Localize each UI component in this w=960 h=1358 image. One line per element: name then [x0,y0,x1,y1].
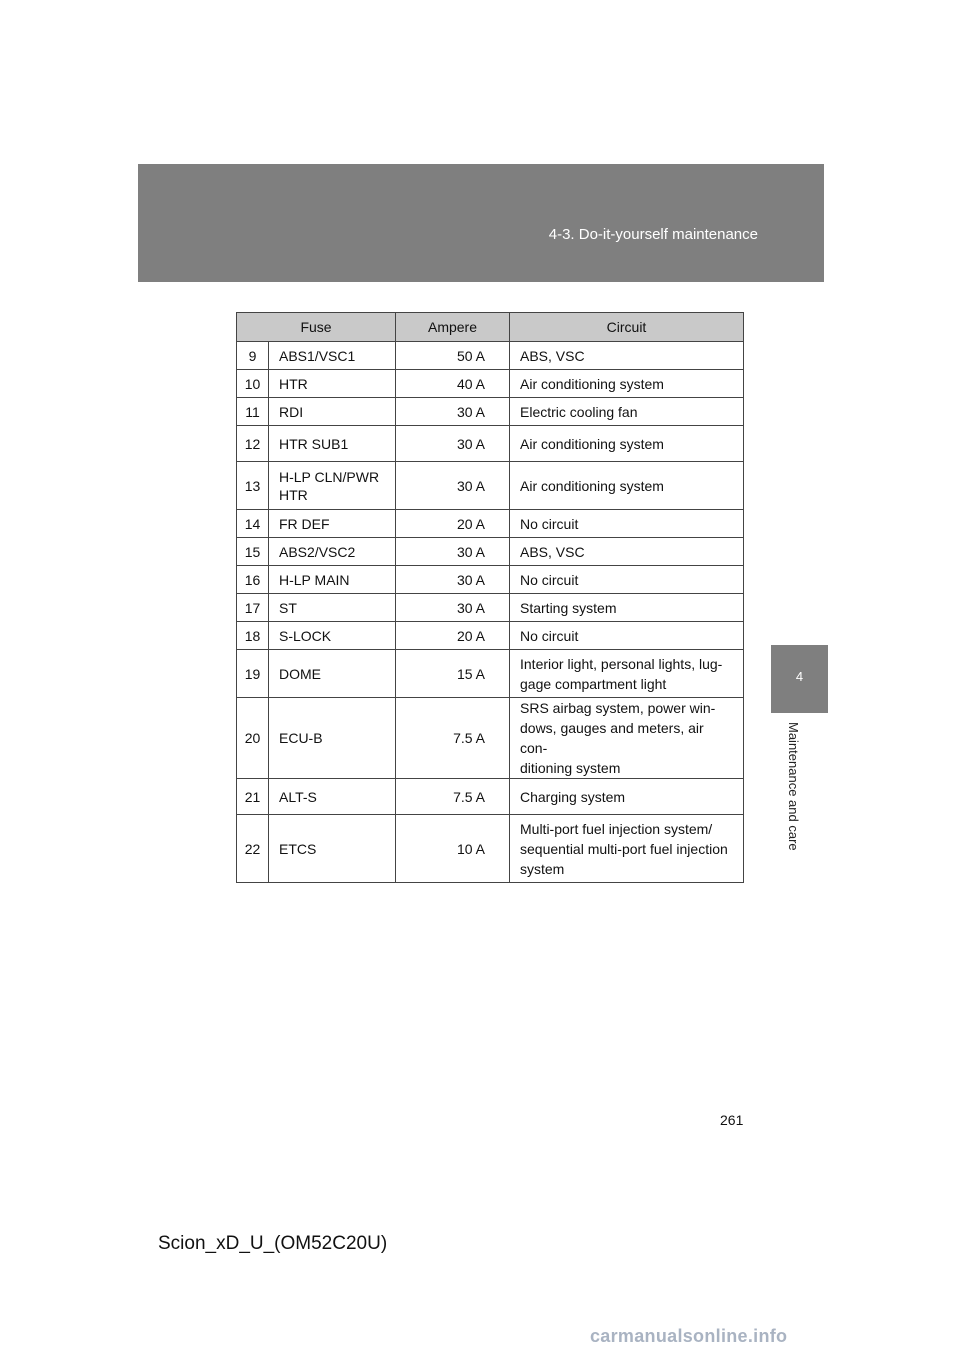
cell-line: S-LOCK [279,627,332,644]
cell-line: ECU-B [279,730,323,746]
section-title: 4-3. Do-it-yourself maintenance [548,226,758,243]
fuse-table-body [237,342,744,883]
fuse-circuit [510,779,744,815]
cell-line: ditioning system [520,760,621,776]
table-row [237,342,744,370]
fuse-number: 16 [237,566,269,594]
cell-line: ABS1/VSC1 [279,347,356,364]
cell-line: dows, gauges and meters, air con- [520,720,704,756]
fuse-name [269,622,396,650]
fuse-circuit [510,510,744,538]
fuse-circuit [510,426,744,462]
cell-line: SRS airbag system, power win- [520,700,716,716]
fuse-ampere: 40 A [396,370,510,398]
cell-line: Charging system [520,788,626,805]
fuse-ampere: 30 A [396,594,510,622]
fuse-ampere: 7.5 A [396,698,510,779]
cell-line: H-LP CLN/PWR [279,468,380,485]
cell-line: ALT-S [279,788,317,805]
fuse-number: 22 [237,815,269,883]
table-row [237,779,744,815]
fuse-number: 10 [237,370,269,398]
cell-line: ABS2/VSC2 [279,543,356,560]
cell-line: Electric cooling fan [520,403,638,420]
cell-line: FR DEF [279,515,330,532]
fuse-circuit [510,815,744,883]
table-row [237,462,744,510]
cell-line: RDI [279,403,304,420]
fuse-number: 21 [237,779,269,815]
fuse-number: 11 [237,398,269,426]
fuse-table [236,312,744,883]
fuse-number: 17 [237,594,269,622]
fuse-name [269,815,396,883]
cell-line: sequential multi-port fuel injection [520,840,728,857]
table-row [237,566,744,594]
fuse-number: 18 [237,622,269,650]
cell-line: Air conditioning system [520,435,664,452]
fuse-number: 14 [237,510,269,538]
cell-line: ABS, VSC [520,347,585,364]
cell-line: HTR [279,375,308,392]
fuse-name [269,398,396,426]
cell-line: No circuit [520,627,579,644]
table-row [237,622,744,650]
cell-line: HTR [279,486,308,503]
fuse-circuit [510,566,744,594]
cell-line: Air conditioning system [520,477,664,494]
fuse-name [269,510,396,538]
fuse-ampere: 20 A [396,510,510,538]
fuse-ampere: 10 A [396,815,510,883]
table-row [237,815,744,883]
table-row [237,398,744,426]
cell-line: Air conditioning system [520,375,664,392]
cell-line: Multi-port fuel injection system/ [520,820,713,837]
fuse-number: 12 [237,426,269,462]
fuse-ampere: 30 A [396,398,510,426]
table-row [237,594,744,622]
cell-line: ST [279,599,297,616]
cell-line: gage compartment light [520,675,667,692]
fuse-ampere: 7.5 A [396,779,510,815]
cell-line: H-LP MAIN [279,571,350,588]
fuse-number: 9 [237,342,269,370]
table-row [237,538,744,566]
fuse-circuit [510,538,744,566]
fuse-ampere: 20 A [396,622,510,650]
header-band [138,164,824,282]
table-row [237,510,744,538]
fuse-name [269,370,396,398]
fuse-circuit [510,398,744,426]
table-row [237,426,744,462]
cell-line: No circuit [520,515,579,532]
table-row [237,650,744,698]
fuse-ampere: 30 A [396,538,510,566]
fuse-circuit [510,622,744,650]
cell-line: system [520,860,565,877]
fuse-circuit [510,370,744,398]
chapter-number: 4 [795,669,804,684]
table-row [237,370,744,398]
fuse-circuit [510,650,744,698]
fuse-circuit [510,594,744,622]
document-code: Scion_xD_U_(OM52C20U) [158,1233,388,1254]
fuse-name [269,698,396,779]
cell-line: ETCS [279,840,317,857]
chapter-tab[interactable] [771,645,828,713]
fuse-name [269,426,396,462]
cell-line: Interior light, personal lights, lug- [520,655,723,672]
fuse-number: 13 [237,462,269,510]
header-fuse: Fuse [237,313,396,342]
chapter-label-container [786,722,819,882]
fuse-name [269,650,396,698]
cell-line: HTR SUB1 [279,435,349,452]
fuse-ampere: 50 A [396,342,510,370]
fuse-name [269,538,396,566]
header-ampere: Ampere [396,313,510,342]
cell-line: Starting system [520,599,617,616]
header-circuit: Circuit [510,313,744,342]
fuse-circuit [510,342,744,370]
cell-line: DOME [279,665,321,682]
fuse-number: 19 [237,650,269,698]
fuse-name [269,779,396,815]
page-number: 261 [720,1112,744,1128]
chapter-label: Maintenance and care [786,722,801,851]
fuse-ampere: 30 A [396,462,510,510]
fuse-circuit [510,698,744,779]
table-row [237,698,744,779]
fuse-number: 20 [237,698,269,779]
cell-line: ABS, VSC [520,543,585,560]
fuse-ampere: 30 A [396,426,510,462]
table-header-row [237,313,744,342]
fuse-name [269,566,396,594]
fuse-name [269,462,396,510]
fuse-number: 15 [237,538,269,566]
watermark: carmanualsonline.info [590,1326,788,1346]
cell-line: No circuit [520,571,579,588]
fuse-ampere: 30 A [396,566,510,594]
fuse-name [269,594,396,622]
fuse-ampere: 15 A [396,650,510,698]
fuse-name [269,342,396,370]
fuse-circuit [510,462,744,510]
